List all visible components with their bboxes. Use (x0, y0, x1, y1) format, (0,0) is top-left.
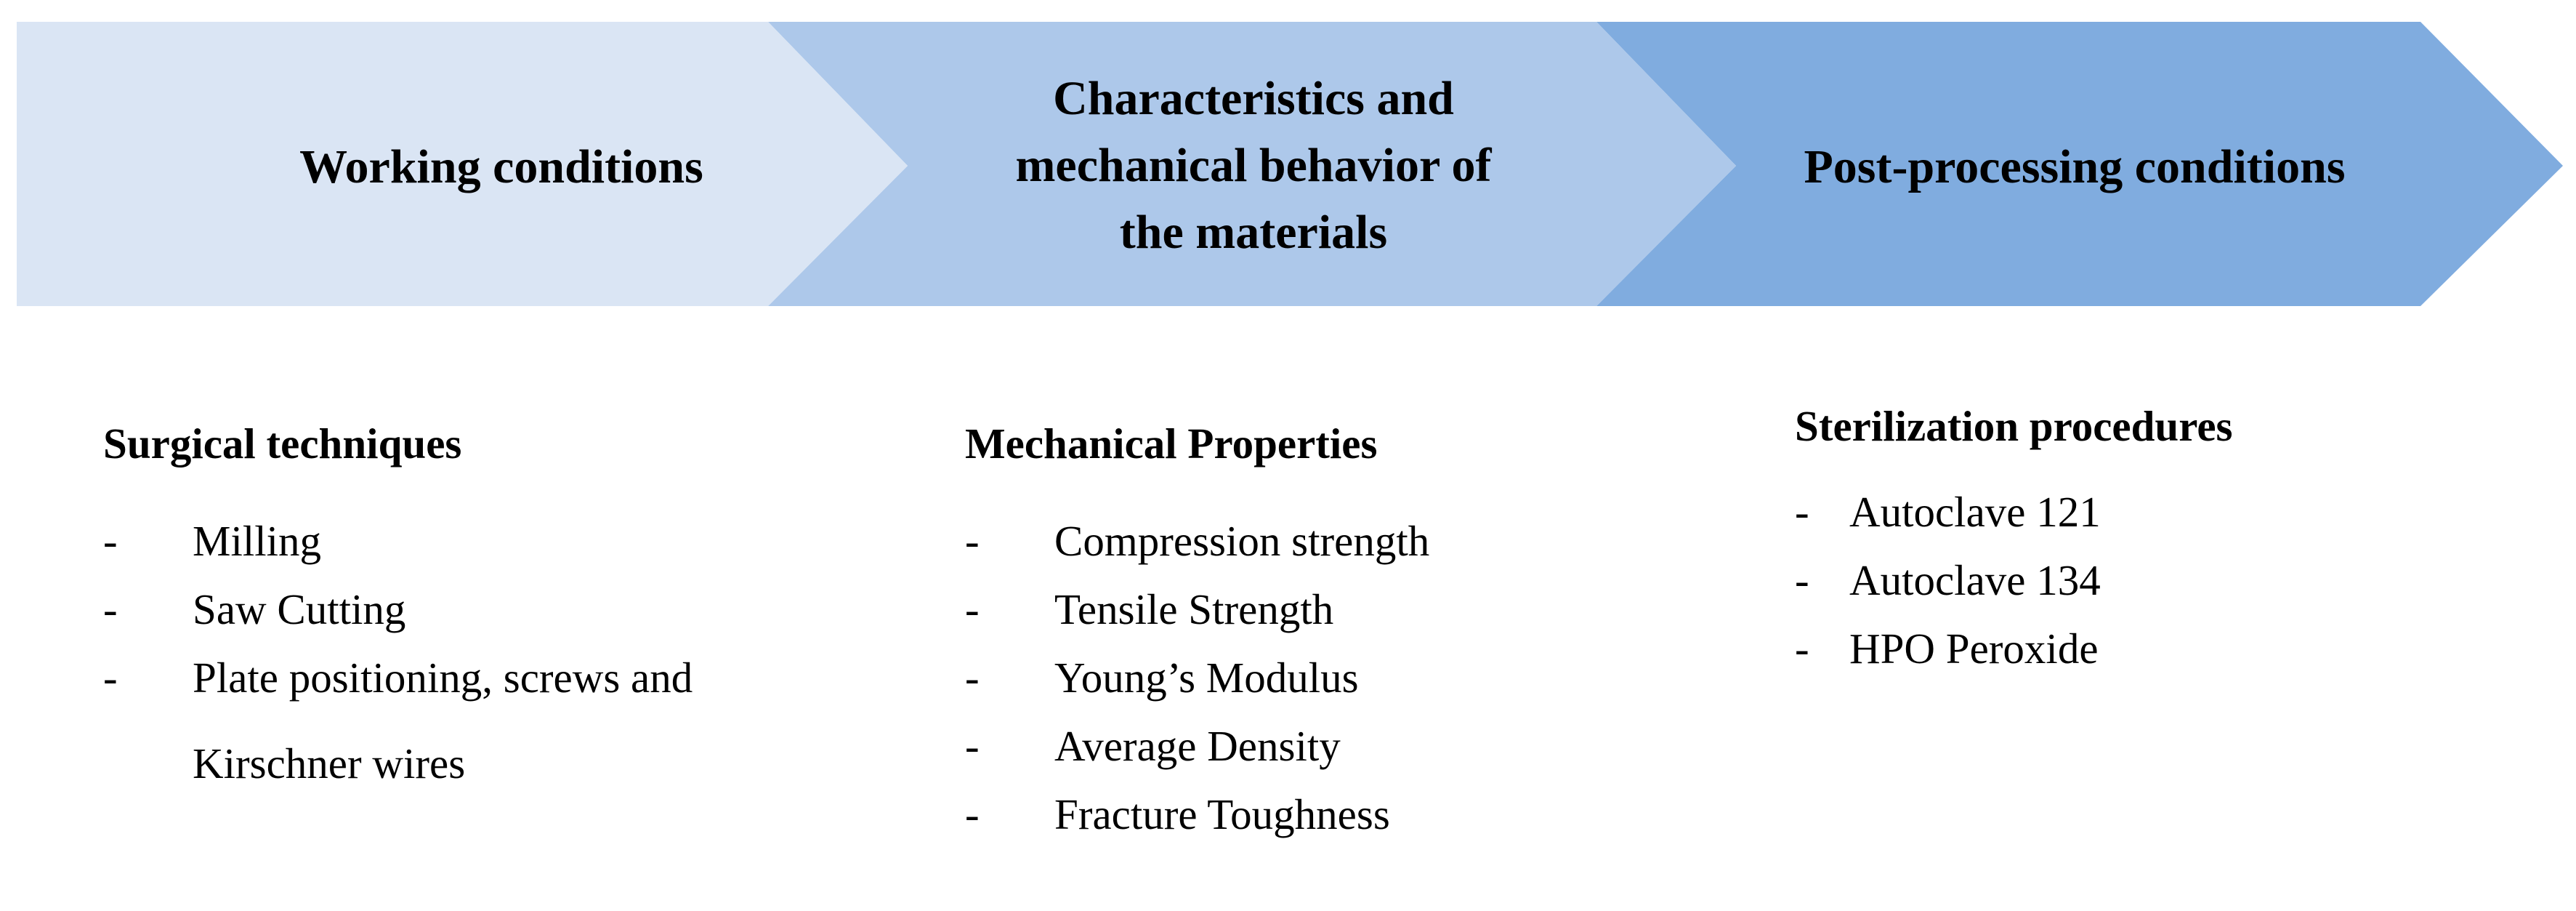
bullet-dash: - (965, 517, 980, 565)
list-item (1795, 606, 2522, 691)
list-item-text: Autoclave 121 (1849, 488, 2101, 536)
sterilization-procedures-list (1795, 469, 2522, 691)
surgical-techniques-list (103, 498, 830, 806)
bullet-dash: - (965, 585, 980, 633)
bullet-dash: - (1795, 488, 1809, 536)
stage-title-working-conditions: Working conditions (299, 140, 703, 193)
column-heading-sterilization-procedures: Sterilization procedures (1795, 402, 2233, 450)
bullet-dash: - (1795, 556, 1809, 604)
column-heading-mechanical-properties: Mechanical Properties (965, 420, 1378, 467)
column-post-processing (1795, 401, 2522, 691)
list-item-text: Fracture Toughness (1054, 790, 1390, 838)
bullet-dash: - (103, 654, 118, 702)
column-working-conditions (103, 418, 830, 806)
list-item (103, 635, 830, 806)
list-item-text: Plate positioning, screws and Kirschner wires (193, 654, 693, 787)
list-item-text: Tensile Strength (1054, 585, 1334, 633)
mechanical-properties-list (965, 498, 1692, 857)
stage-title-materials: Characteristics and mechanical behavior of the materials (1015, 72, 1492, 259)
bullet-dash: - (965, 722, 980, 770)
list-item-text: Compression strength (1054, 517, 1430, 565)
bullet-dash: - (965, 790, 980, 838)
stage-title-post-processing: Post-processing conditions (1804, 140, 2346, 193)
bullet-dash: - (103, 517, 118, 565)
bullet-dash: - (103, 585, 118, 633)
list-item (965, 771, 1692, 857)
list-item-text: HPO Peroxide (1849, 625, 2099, 673)
list-item-text: Young’s Modulus (1054, 654, 1359, 702)
column-heading-surgical-techniques: Surgical techniques (103, 420, 462, 467)
list-item-text: Autoclave 134 (1849, 556, 2101, 604)
list-item-text: Average Density (1054, 722, 1341, 770)
bullet-dash: - (965, 654, 980, 702)
column-materials (965, 418, 1692, 857)
list-item-text: Milling (193, 517, 322, 565)
bullet-dash: - (1795, 625, 1809, 673)
list-item-text: Saw Cutting (193, 585, 406, 633)
